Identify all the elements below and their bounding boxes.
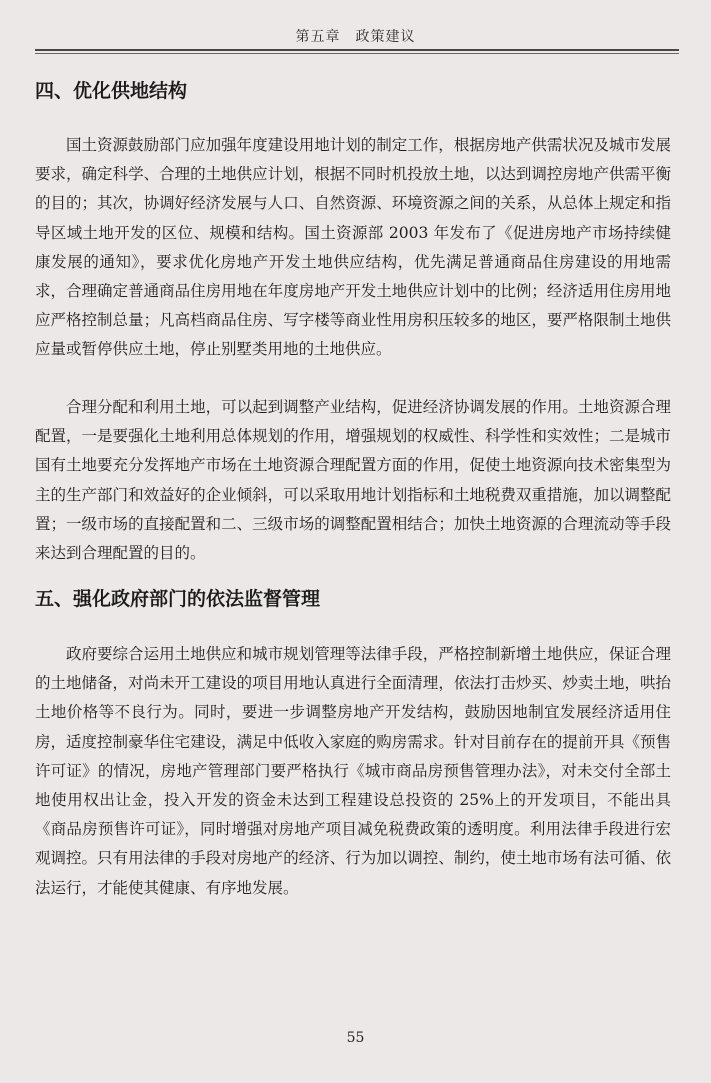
body-paragraph: 合理分配和利用土地，可以起到调整产业结构，促进经济协调发展的作用。土地资源合理配置，一是要强化土地利用总体规划的作用，增强规划的权威性、科学性和实效性；二是城市国有土地要充分发挥地产市场在土地资源合理配置方面的作用，促使土地资源向技术密集型为主的生产部门和效益好的企业倾斜，可以采取用地计划指标和土地税费双重措施，加以调整配置；一级市场的直接配置和二、三级市场的调整配置相结合；加快土地资源的合理流动等手段来达到合理配置的目的。 — [35, 398, 671, 563]
body-paragraph: 政府要综合运用土地供应和城市规划管理等法律手段，严格控制新增土地供应，保证合理的土地储备，对尚未开工建设的项目用地认真进行全面清理，依法打击炒买、炒卖土地，哄抬土地价格等不良行为。同时，要进一步调整房地产开发结构，鼓励因地制宜发展经济适用住房，适度控制豪华住宅建设，满足中低收入家庭的购房需求。针对目前存在的提前开具《预售许可证》的情况，房地产管理部门要严格执行《城市商品房预售管理办法》，对未交付全部土地使用权出让金，投入开发的资金未达到工程建设总投资的 25%上的开发项目，不能出具《商品房预售许可证》，同时增强对房地产项目减免税费政策的透明度。利用法律手段进行宏观调控。只有用法律的手段对房地产的经济、行为加以调控、制约，使土地市场有法可循、依法运行，才能使其健康、有序地发展。 — [35, 645, 671, 897]
section-heading-5: 五、强化政府部门的依法监督管理 — [35, 588, 321, 610]
section-heading-4: 四、优化供地结构 — [35, 80, 188, 102]
header-rule-thin — [35, 53, 679, 54]
page-number: 55 — [346, 1030, 365, 1046]
header-rule — [35, 49, 679, 51]
body-paragraph: 国土资源鼓励部门应加强年度建设用地计划的制定工作，根据房地产供需状况及城市发展要求，确定科学、合理的土地供应计划，根据不同时机投放土地，以达到调控房地产供需平衡的目的；其次，协调好经济发展与人口、自然资源、环境资源之间的关系，从总体上规定和指导区域土地开发的区位、规模和结构。国土资源部 2003 年发布了《促进房地产市场持续健康发展的通知》，要求优化房地产开发土地供应结构，优先满足普通商品住房建设的用地需求，合理确定普通商品住房用地在年度房地产开发土地供应计划中的比例；经济适用住房用地应严格控制总量；凡高档商品住房、写字楼等商业性用房积压较多的地区，要严格限制土地供应量或暂停供应土地，停止别墅类用地的土地供应。 — [35, 136, 671, 359]
running-header: 第五章 政策建议 — [295, 29, 416, 45]
